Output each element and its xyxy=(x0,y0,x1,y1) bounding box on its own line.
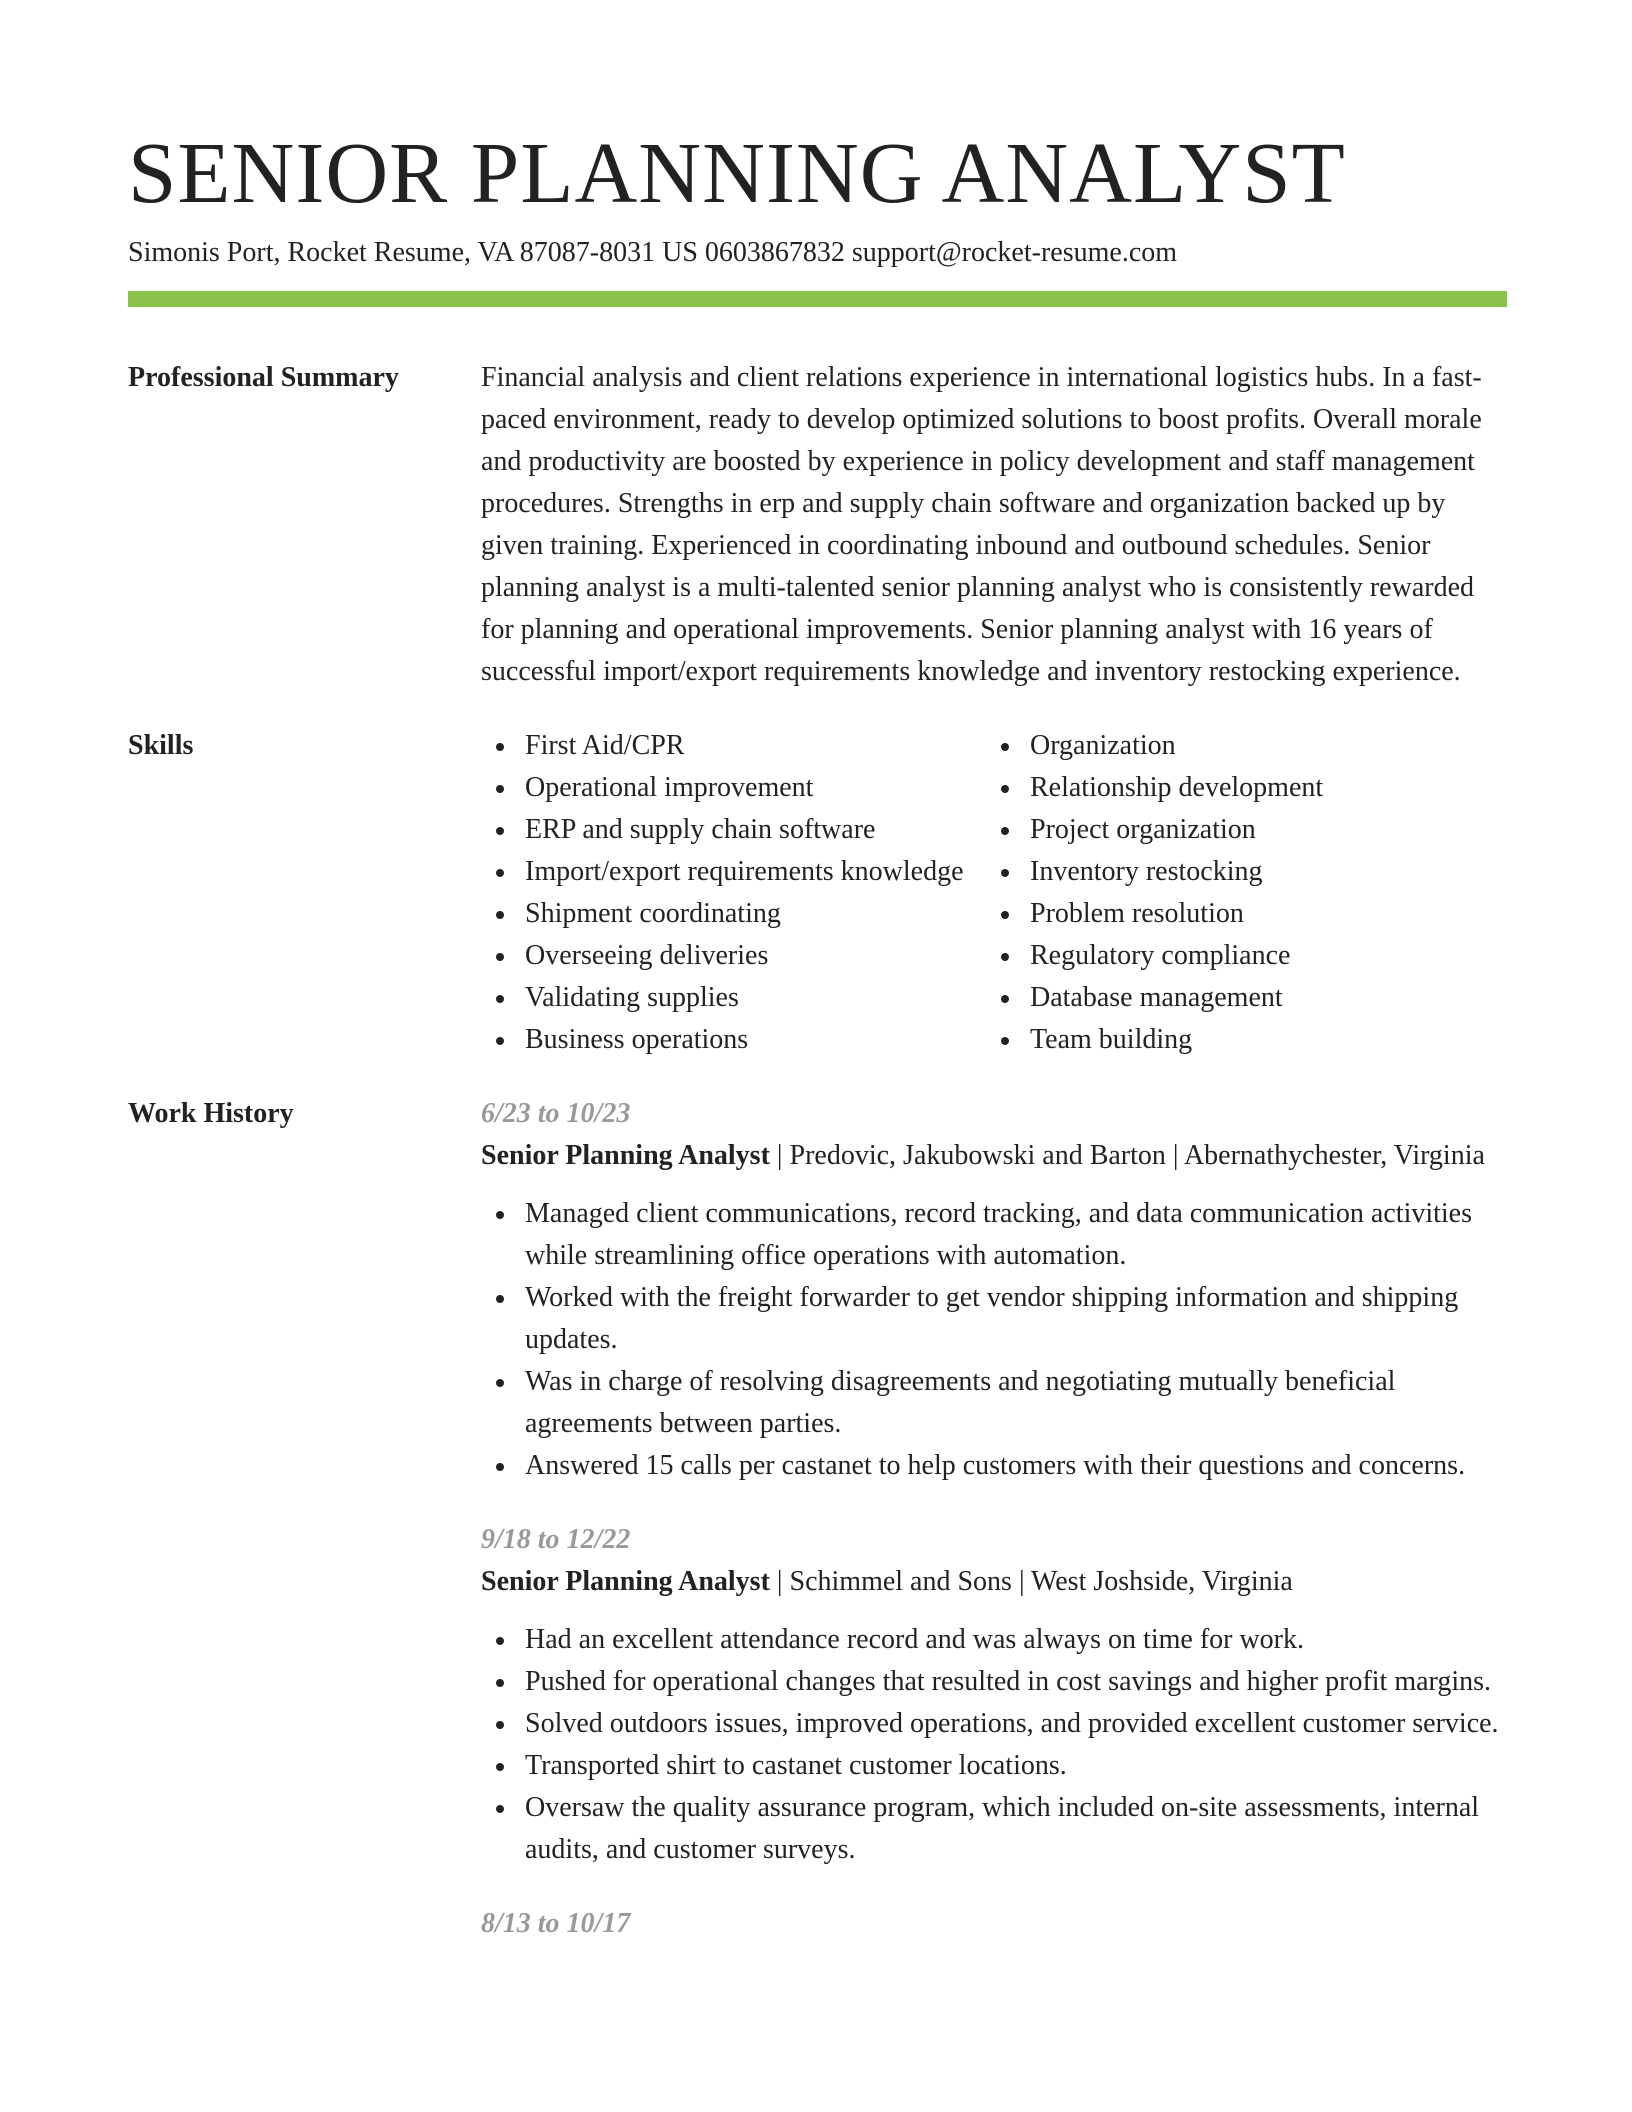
job-task: Was in charge of resolving disagreements and negotiating mutually beneficial agreements between parties. xyxy=(481,1361,1507,1445)
job-task: Solved outdoors issues, improved operations, and provided excellent customer service. xyxy=(481,1703,1507,1745)
skill-item: Operational improvement xyxy=(481,767,986,809)
skill-item: Inventory restocking xyxy=(986,851,1507,893)
job-dates: 6/23 to 10/23 xyxy=(481,1098,631,1129)
skill-item: Business operations xyxy=(481,1019,986,1061)
job-entry xyxy=(481,1903,1507,1945)
job-task-list xyxy=(481,1193,1507,1487)
job-task: Worked with the freight forwarder to get vendor shipping information and shipping updates. xyxy=(481,1277,1507,1361)
skill-item: Import/export requirements knowledge xyxy=(481,851,986,893)
job-task: Transported shirt to castanet customer locations. xyxy=(481,1745,1507,1787)
skills-list-right xyxy=(986,725,1507,1061)
contact-info: Simonis Port, Rocket Resume, VA 87087-8031 US 0603867832 support@rocket-resume.com xyxy=(128,237,1178,268)
section-heading-summary: Professional Summary xyxy=(128,362,399,393)
skill-item: Database management xyxy=(986,977,1507,1019)
skill-item: First Aid/CPR xyxy=(481,725,986,767)
job-title: Senior Planning Analyst xyxy=(481,1140,770,1171)
summary-section xyxy=(128,357,1507,693)
job-title: Senior Planning Analyst xyxy=(481,1566,770,1597)
section-heading-work-history: Work History xyxy=(128,1098,294,1129)
skill-item: Team building xyxy=(986,1019,1507,1061)
skill-item: Shipment coordinating xyxy=(481,893,986,935)
skill-item: Overseeing deliveries xyxy=(481,935,986,977)
job-task-list xyxy=(481,1619,1507,1871)
skills-section xyxy=(128,725,1507,1061)
skill-item: Project organization xyxy=(986,809,1507,851)
job-task: Managed client communications, record tracking, and data communication activities while streamlining office operations with automation. xyxy=(481,1193,1507,1277)
job-dates: 8/13 to 10/17 xyxy=(481,1908,631,1939)
summary-text: Financial analysis and client relations experience in international logistics hubs. In a fast-paced environment, ready to develop optimized solutions to boost profits. Overall morale and productivity are boosted by experience in policy development and staff management procedures. Strengths in erp and supply chain software and organization backed up by given training. Experienced in coordinating inbound and outbound schedules. Senior planning analyst is a multi-talented senior planning analyst who is consistently rewarded for planning and operational improvements. Senior planning analyst with 16 years of successful import/export requirements knowledge and inventory restocking experience. xyxy=(481,362,1482,687)
job-details: | Schimmel and Sons | West Joshside, Virginia xyxy=(769,1566,1293,1597)
skill-item: ERP and supply chain software xyxy=(481,809,986,851)
section-heading-skills: Skills xyxy=(128,730,194,761)
job-entry xyxy=(481,1519,1507,1871)
job-heading xyxy=(481,1561,1507,1603)
job-task: Answered 15 calls per castanet to help customers with their questions and concerns. xyxy=(481,1445,1507,1487)
job-dates: 9/18 to 12/22 xyxy=(481,1524,631,1555)
skill-item: Problem resolution xyxy=(986,893,1507,935)
skill-item: Regulatory compliance xyxy=(986,935,1507,977)
job-heading xyxy=(481,1135,1507,1177)
skill-item: Organization xyxy=(986,725,1507,767)
skills-list-left xyxy=(481,725,986,1061)
accent-divider xyxy=(128,291,1507,307)
job-details: | Predovic, Jakubowski and Barton | Abernathychester, Virginia xyxy=(769,1140,1485,1171)
skill-item: Validating supplies xyxy=(481,977,986,1019)
resume-page xyxy=(128,0,1507,1945)
job-task: Pushed for operational changes that resulted in cost savings and higher profit margins. xyxy=(481,1661,1507,1703)
job-entry xyxy=(481,1093,1507,1487)
job-task: Oversaw the quality assurance program, which included on-site assessments, internal audits, and customer surveys. xyxy=(481,1787,1507,1871)
work-history-section xyxy=(128,1093,1507,1945)
skill-item: Relationship development xyxy=(986,767,1507,809)
job-task: Had an excellent attendance record and was always on time for work. xyxy=(481,1619,1507,1661)
resume-title: SENIOR PLANNING ANALYST xyxy=(128,124,1346,221)
